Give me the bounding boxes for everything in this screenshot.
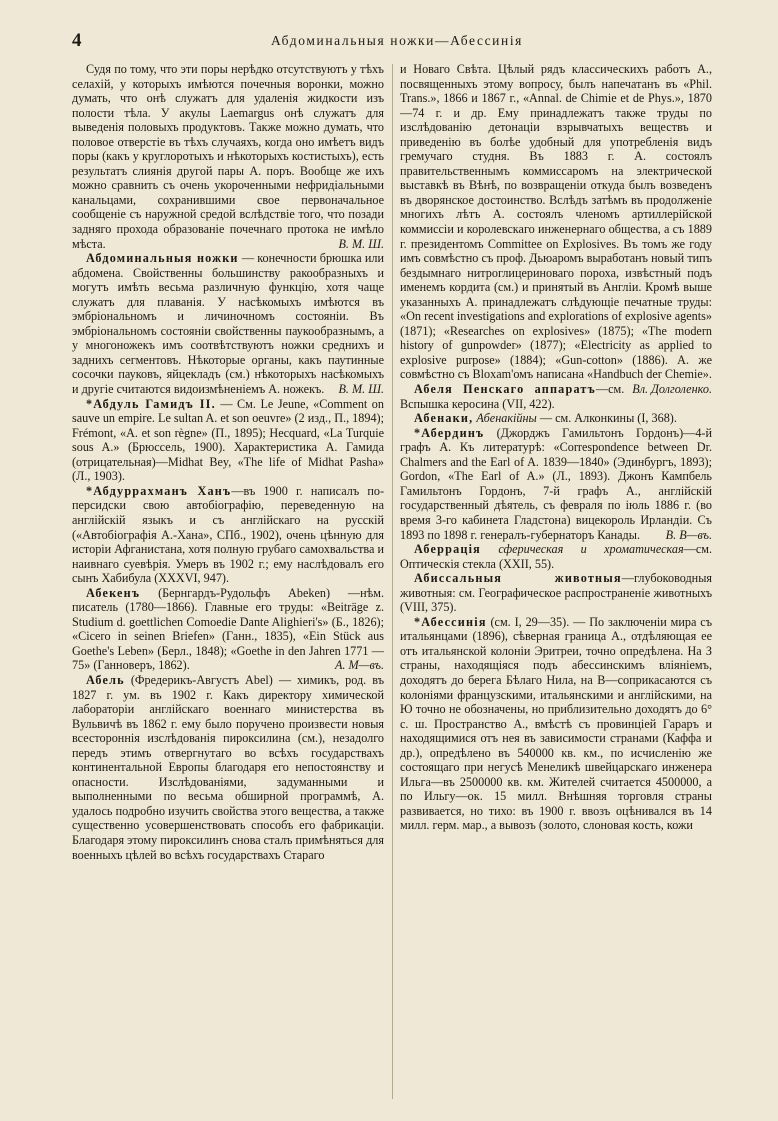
entry-text: (Фредерикъ-Августъ Abel) — химикъ, род. въ 1827 г. ум. въ 1902 г. Какъ директору химической лабораторіи англійскаго военнаго министерства въ Вульвичѣ въ 1862 г. ему было поручено произвести новыя всестороннія изслѣдованія пироксилина (см.), незадолго передъ этимъ отвергнутаго во всѣхъ государствахъ континентальной Европы благодаря его непостоянству и опасности. Изслѣдованіями, задуманными и выполненными по весьма обширной программѣ, А. удалось подробно изучить свойства этого вещества, а также существенно усовершенствовать способъ его фабрикаціи. Благодаря этому пироксилинъ снова сталъ примѣняться для военныхъ цѣлей во всѣхъ государствахъ Стараго bbox=[72, 672, 384, 862]
author-signature: В. М. Ш. bbox=[338, 382, 384, 397]
entry-text: — См. Le Jeune, «Comment on sauve un empire. Le sultan A. et son oeuvre» (2 изд., П., 1894); Frémont, «A. et son règne» (П., 1895); Hecquard, «La Turquie sous A.» (Брюссель, 1900). Характеристика А. Гамида (отрицательная)—Midhat Bey, «The life of Midhat Pasha» (Л., 1903). bbox=[72, 396, 384, 484]
page-number: 4 bbox=[72, 30, 82, 51]
entry-text: — конечности брюшка или абдомена. Свойственны большинству ракообразныхъ и могутъ имѣть весьма различную функцію, хотя чаще служатъ для плаванія. У насѣкомыхъ имѣются въ эмбріональномъ и личиночномъ состояніи. Въ эмбріональномъ состояніи свойственны паукообразнымъ, а у многоножекъ имъ соотвѣтствуютъ ножки среднихъ и заднихъ сегментовъ. Нѣкоторые органы, какъ паутинные сосочки пауковъ, яйцекладъ (см.) нѣкоторыхъ насѣкомыхъ и другіе считаются видоизмѣненіемъ А. ножекъ. bbox=[72, 251, 384, 397]
page-header bbox=[72, 30, 722, 52]
author-signature: Вл. Долголенко. bbox=[632, 382, 712, 397]
entry-text: (Джорджъ Гамильтонъ Гордонъ)—4-й графъ А. Къ литературѣ: «Correspondence between Dr. Chalmers and the Earl of A. 1839—1840» (Эдинбургъ, 1893); Gordon, «The Earl of A.» (Л., 1893). Джонъ Кампбель Гамильтонъ Гордонъ, 7-й графъ А., англійскій государственный дѣятель, съ февраля по іюль 1886 г. (во время 3-го кабинета Гладстона) вицекороль Ирландіи. Съ 1893 по 1898 г. генералъ-губернаторъ Канады. bbox=[400, 425, 712, 542]
entry-abdurrahman bbox=[72, 484, 384, 586]
entry-headword: *Абдуль Гамидъ II. bbox=[86, 396, 216, 411]
entry-abeken bbox=[72, 586, 384, 673]
entry-aberration bbox=[400, 542, 712, 571]
entry-aberdeen bbox=[400, 426, 712, 542]
author-signature: В. В—въ. bbox=[665, 527, 712, 542]
entry-text: и Новаго Свѣта. Цѣлый рядъ классическихъ работъ А., посвященныхъ этому вопросу, былъ напечатанъ въ «Phil. Trans.», 1866 и 1867 г., «Annal. de Chimie et de Phys.», 1870—74 г. и др. Ему принадлежатъ также труды по изслѣдованію детонаціи взрывчатыхъ веществъ и приведенію въ болѣе удобный для употребленія видъ гремучаго студня. Въ 1883 г. А. состоялъ правительственнымъ коммиссаромъ на электрической выставкѣ въ Вѣнѣ, по возвращеніи откуда былъ возведенъ въ дворянское достоинство. Вслѣдъ затѣмъ въ продолженіе многихъ лѣтъ А. состоялъ членомъ артиллерійской коммиссіи и королевскаго инженернаго общества, а съ 1889 г. президентомъ Committee on Explosives. Въ томъ же году имъ совмѣстно съ проф. Дьюаромъ выработанъ новый типъ бездымнаго нитроглицериноваго пороха, извѣстный подъ именемъ кордита (см.) и принятый въ Англіи. Кромѣ выше указанныхъ А. принадлежатъ слѣдующіе печатные труды: «On recent investigations and explorations of explosive agents» (1871); «Researches on explosives» (1875); «The modern history of gunpowder» (1877); «Electricity as applied to explosive purpose» (1884); «Gun-cotton» (1886). А. же совмѣстно съ Bloxam'омъ написана «Handbuch der Chemie». bbox=[400, 62, 712, 382]
entry-abyssal-animals bbox=[400, 571, 712, 615]
entry-headword: Абекенъ bbox=[86, 585, 141, 600]
entry-headword: Абиссальныя животныя bbox=[414, 571, 622, 586]
entry-qualifier: сферическая и хроматическая bbox=[480, 542, 684, 557]
entry-headword: Аберрація bbox=[414, 542, 481, 557]
entry-abenaki bbox=[400, 411, 712, 426]
entry-abyssinia bbox=[400, 615, 712, 833]
entry-abdul-hamid bbox=[72, 397, 384, 484]
entry-text: (Бернгардъ-Рудольфъ Abeken) —нѣм. писатель (1780—1866). Главные его труды: «Beiträge z. Studium d. goettlichen Comoedie Dante Alighieri's» (Б., 1826); «Cicero in seinen Briefen» (Ганн., 1835), «Ein Stück aus Goethe's Leben» (Берл., 1848); «Goethe in den Jahren 1771 — 75» (Ганноверъ, 1862). bbox=[72, 585, 384, 673]
entry-headword: Абдоминальныя ножки bbox=[86, 251, 239, 266]
entry-headword: *Абессинія bbox=[414, 614, 487, 629]
author-signature: В. М. Ш. bbox=[338, 236, 384, 251]
author-signature: А. М—въ. bbox=[334, 658, 384, 673]
entry-text: —въ 1900 г. написалъ по-персидски свою автобіографію, переведенную на англійскій языкъ и съ англійскаго на русскій («Автобіографія А.-Хана», СПб., 1902), очень цѣнную для исторіи Афганистана, хотя полную грубаго самохвальства и наивнаго суевѣрія. Умеръ въ 1902 г.; ему наслѣдовалъ его сынъ Хабибула (XXXVI, 947). bbox=[72, 483, 384, 586]
entry-text: (см. I, 29—35). — По заключеніи мира съ итальянцами (1896), сѣверная граница А., отдѣляющая ее отъ итальянской колоніи Эритреи, точно опредѣлена. На З страны, находящіяся подъ абессинскимъ вліяніемъ, доходятъ до берега Бѣлаго Нила, на В—соприкасаются съ колоніями французскими, итальянскими и англійскими, на Ю точно не обозначены, но приблизительно доходятъ до 6° с. ш. Пространство А., вмѣстѣ съ провинціей Гараръ и находящимися отъ нея въ зависимости странами (Каффа и др.), опредѣлено въ 540000 кв. км., по исчисленію же состоящаго при негусѣ Менеликѣ швейцарскаго инженера Ильга—въ 2500000 кв. км. Жителей считается 4500000, а по Ильгу—ок. 15 милл. Внѣшняя торговля страны развивается, но тихо: въ 1900 г. ввозъ оцѣнивался въ 14 милл. герм. мар., а вывозъ (золото, слоновая кость, кожи bbox=[400, 614, 712, 833]
entry-text: — см. Алконкины (I, 368). bbox=[536, 411, 677, 426]
entry-abel bbox=[72, 673, 384, 862]
entry-headword: *Абдуррахманъ Ханъ bbox=[86, 483, 232, 498]
entry-headword: *Абердинъ bbox=[414, 425, 485, 440]
entry-text: —см. Вспышка керосина (VII, 422). bbox=[400, 382, 625, 411]
right-column bbox=[400, 62, 712, 1102]
entry-headword: Абель bbox=[86, 672, 125, 687]
entry-text: —см. Оптическія стекла (XXII, 55). bbox=[400, 542, 712, 571]
entry-paragraph bbox=[72, 62, 384, 251]
running-title: Абдоминальныя ножки—Абессинія bbox=[271, 33, 523, 48]
column-divider bbox=[392, 64, 393, 1099]
left-column bbox=[72, 62, 384, 1102]
entry-variant: Абенакійны bbox=[473, 411, 537, 426]
entry-text: Судя по тому, что эти поры нерѣдко отсутствуютъ у тѣхъ селахій, у которыхъ имѣются почечныя воронки, можно думать, что онѣ служатъ для удаленія жидкости изъ полости тѣла. У акулы Laemargus онѣ служатъ для выведенія половыхъ продуктовъ. Также можно думать, что половое отверстіе въ тѣхъ случаяхъ, когда оно имѣетъ видъ поры (какъ у круглоротыхъ и нѣкоторыхъ костистыхъ), есть результатъ слиянія другой пары А. поръ. Вообще же ихъ можно сравнить съ очень укороченными нефридіальными канальцами, сохранившими свое первоначальное сообщеніе съ наружной средой вслѣдствіе того, что позади задняго прохода образованіе почечнаго протока не имѣло мѣста. bbox=[72, 62, 384, 251]
entry-headword: Абеля Пенскаго аппаратъ bbox=[414, 382, 596, 397]
entry-abdominal-legs bbox=[72, 251, 384, 396]
entry-headword: Абенаки, bbox=[414, 411, 474, 426]
entry-text: —глубоководныя животныя: см. Географическое распространеніе животныхъ (VIII, 375). bbox=[400, 571, 712, 615]
